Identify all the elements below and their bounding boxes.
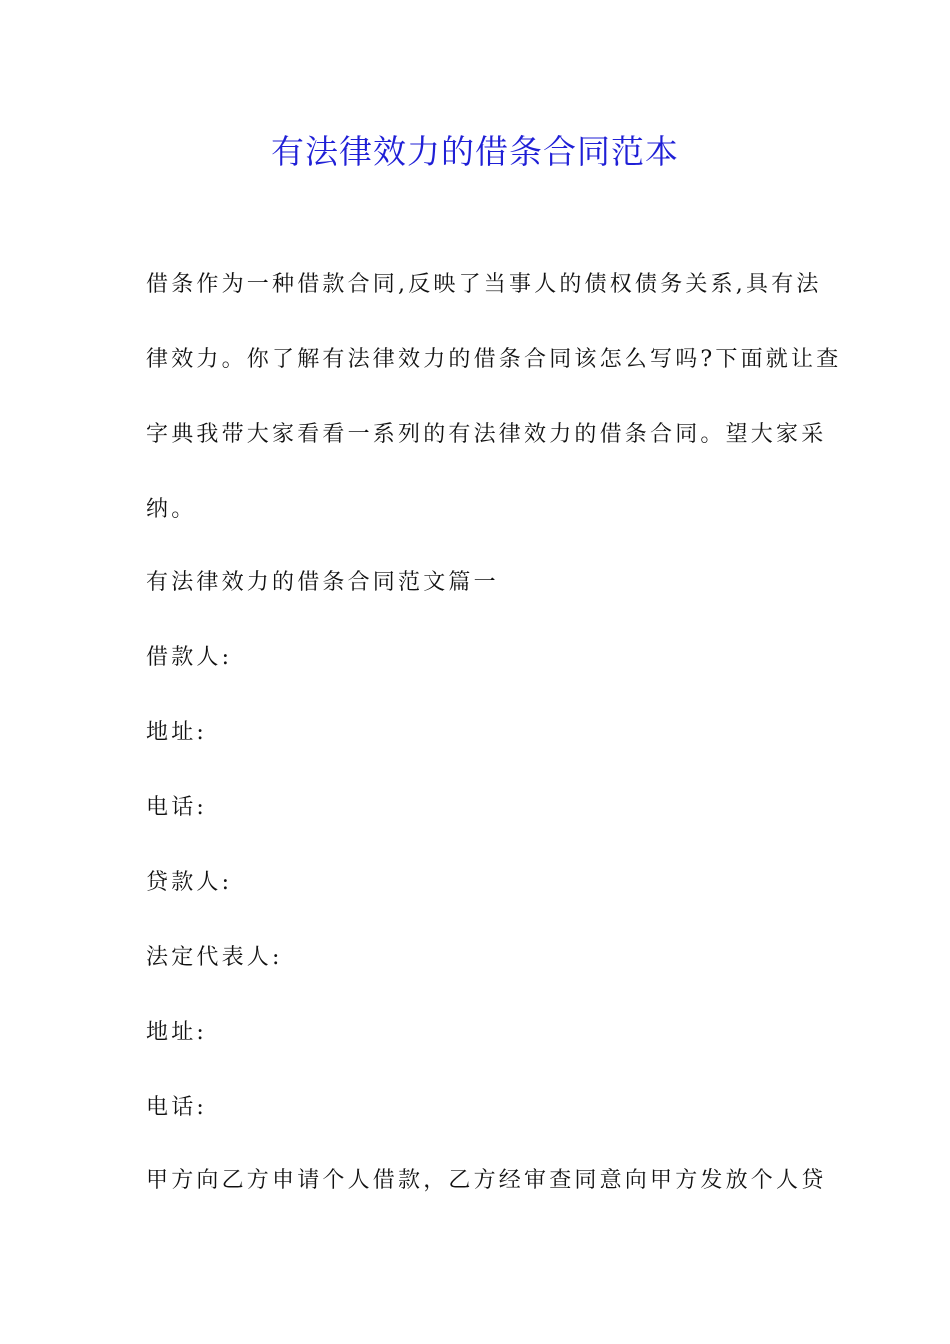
field-lender-address: 地址: <box>146 1020 208 1045</box>
field-lender-phone: 电话: <box>146 1095 208 1120</box>
field-legal-rep: 法定代表人: <box>146 945 283 970</box>
clause-line: 甲方向乙方申请个人借款，乙方经审查同意向甲方发放个人贷 <box>146 1168 827 1193</box>
field-lender: 贷款人: <box>146 870 233 895</box>
field-borrower-phone: 电话: <box>146 795 208 820</box>
field-borrower-address: 地址: <box>146 720 208 745</box>
intro-line-2: 律效力。你了解有法律效力的借条合同该怎么写吗?下面就让查 <box>146 347 842 372</box>
document-title: 有法律效力的借条合同范本 <box>271 132 679 171</box>
intro-line-1: 借条作为一种借款合同,反映了当事人的债权债务关系,具有法 <box>146 272 822 297</box>
field-borrower: 借款人: <box>146 645 233 670</box>
intro-line-4: 纳。 <box>146 497 197 522</box>
intro-line-3: 字典我带大家看看一系列的有法律效力的借条合同。望大家采 <box>146 422 827 447</box>
section-heading: 有法律效力的借条合同范文篇一 <box>146 570 499 595</box>
